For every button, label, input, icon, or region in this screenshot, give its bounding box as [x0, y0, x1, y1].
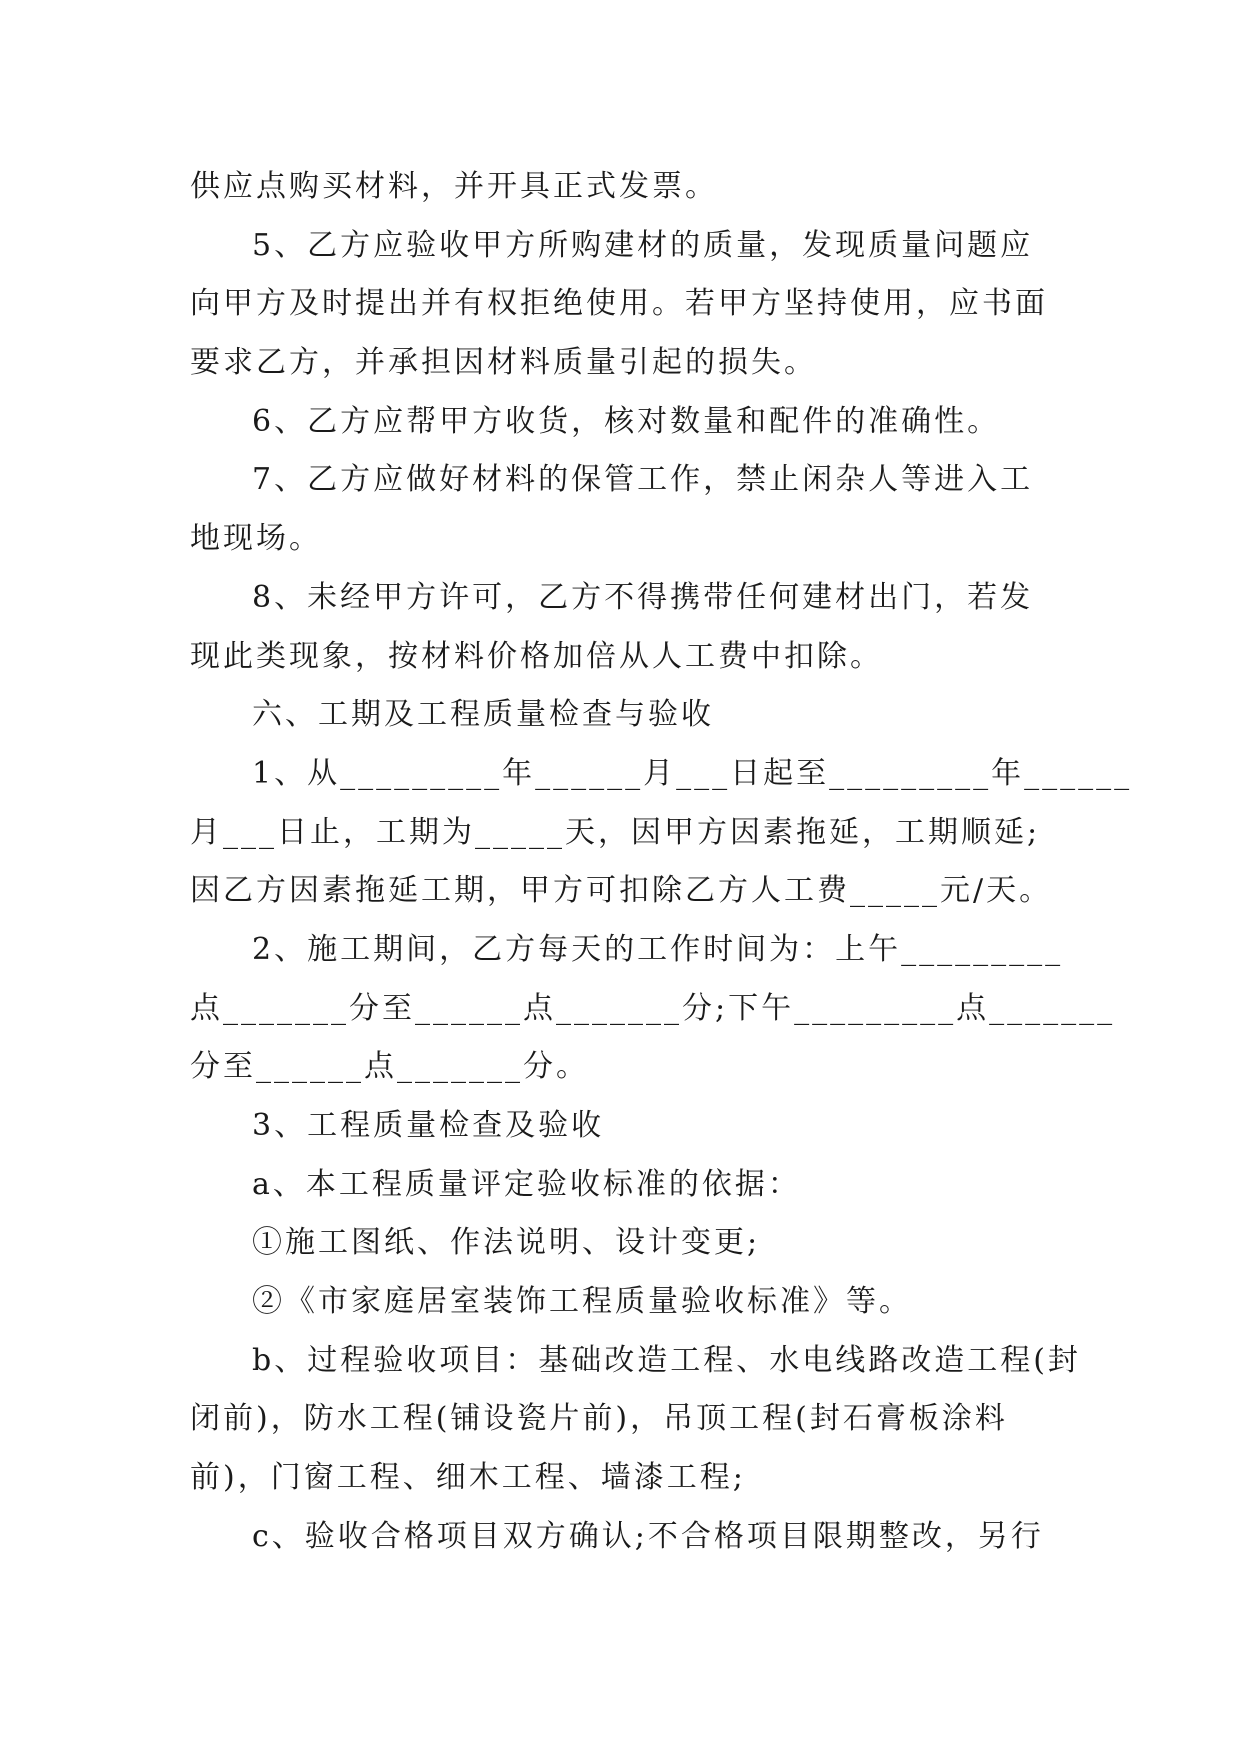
paragraph-line: a、本工程质量评定验收标准的依据： [252, 1166, 801, 1202]
paragraph-line: c、验收合格项目双方确认;不合格项目限期整改，另行 [252, 1518, 1044, 1554]
paragraph-line: 2、施工期间，乙方每天的工作时间为：上午_________ [252, 931, 1064, 967]
paragraph-line: 1、从_________年______月___日起至_________年______ [252, 755, 1133, 791]
paragraph-line: 6、乙方应帮甲方收货，核对数量和配件的准确性。 [252, 403, 1001, 439]
paragraph-line: 因乙方因素拖延工期，甲方可扣除乙方人工费_____元/天。 [190, 873, 1053, 909]
paragraph-line: 前)，门窗工程、细木工程、墙漆工程; [190, 1460, 746, 1496]
paragraph-line: 现此类现象，按材料价格加倍从人工费中扣除。 [190, 638, 883, 674]
paragraph-line: 点_______分至______点_______分;下午_________点_______ [190, 990, 1116, 1026]
paragraph-line: 地现场。 [190, 521, 322, 557]
paragraph-line: 要求乙方，并承担因材料质量引起的损失。 [190, 345, 817, 381]
paragraph-line: 六、工期及工程质量检查与验收 [252, 697, 714, 733]
paragraph-line: 7、乙方应做好材料的保管工作，禁止闲杂人等进入工 [252, 462, 1034, 498]
paragraph-line: 8、未经甲方许可，乙方不得携带任何建材出门，若发 [252, 579, 1034, 615]
document-body [190, 158, 1133, 1567]
paragraph-line: 5、乙方应验收甲方所购建材的质量，发现质量问题应 [252, 227, 1034, 263]
paragraph-line: 月___日止，工期为_____天，因甲方因素拖延，工期顺延; [190, 814, 1041, 850]
paragraph-line: 供应点购买材料，并开具正式发票。 [190, 169, 718, 204]
paragraph-line: 分至______点_______分。 [190, 1049, 589, 1085]
paragraph-line: 向甲方及时提出并有权拒绝使用。若甲方坚持使用，应书面 [190, 286, 1048, 322]
paragraph-line: b、过程验收项目：基础改造工程、水电线路改造工程(封 [252, 1342, 1081, 1378]
paragraph-line: 3、工程质量检查及验收 [252, 1108, 605, 1143]
paragraph-line: 闭前)，防水工程(铺设瓷片前)，吊顶工程(封石膏板涂料 [190, 1401, 1008, 1437]
paragraph-line: ②《市家庭居室装饰工程质量验收标准》等。 [252, 1284, 912, 1320]
paragraph-line: ①施工图纸、作法说明、设计变更; [252, 1225, 761, 1261]
